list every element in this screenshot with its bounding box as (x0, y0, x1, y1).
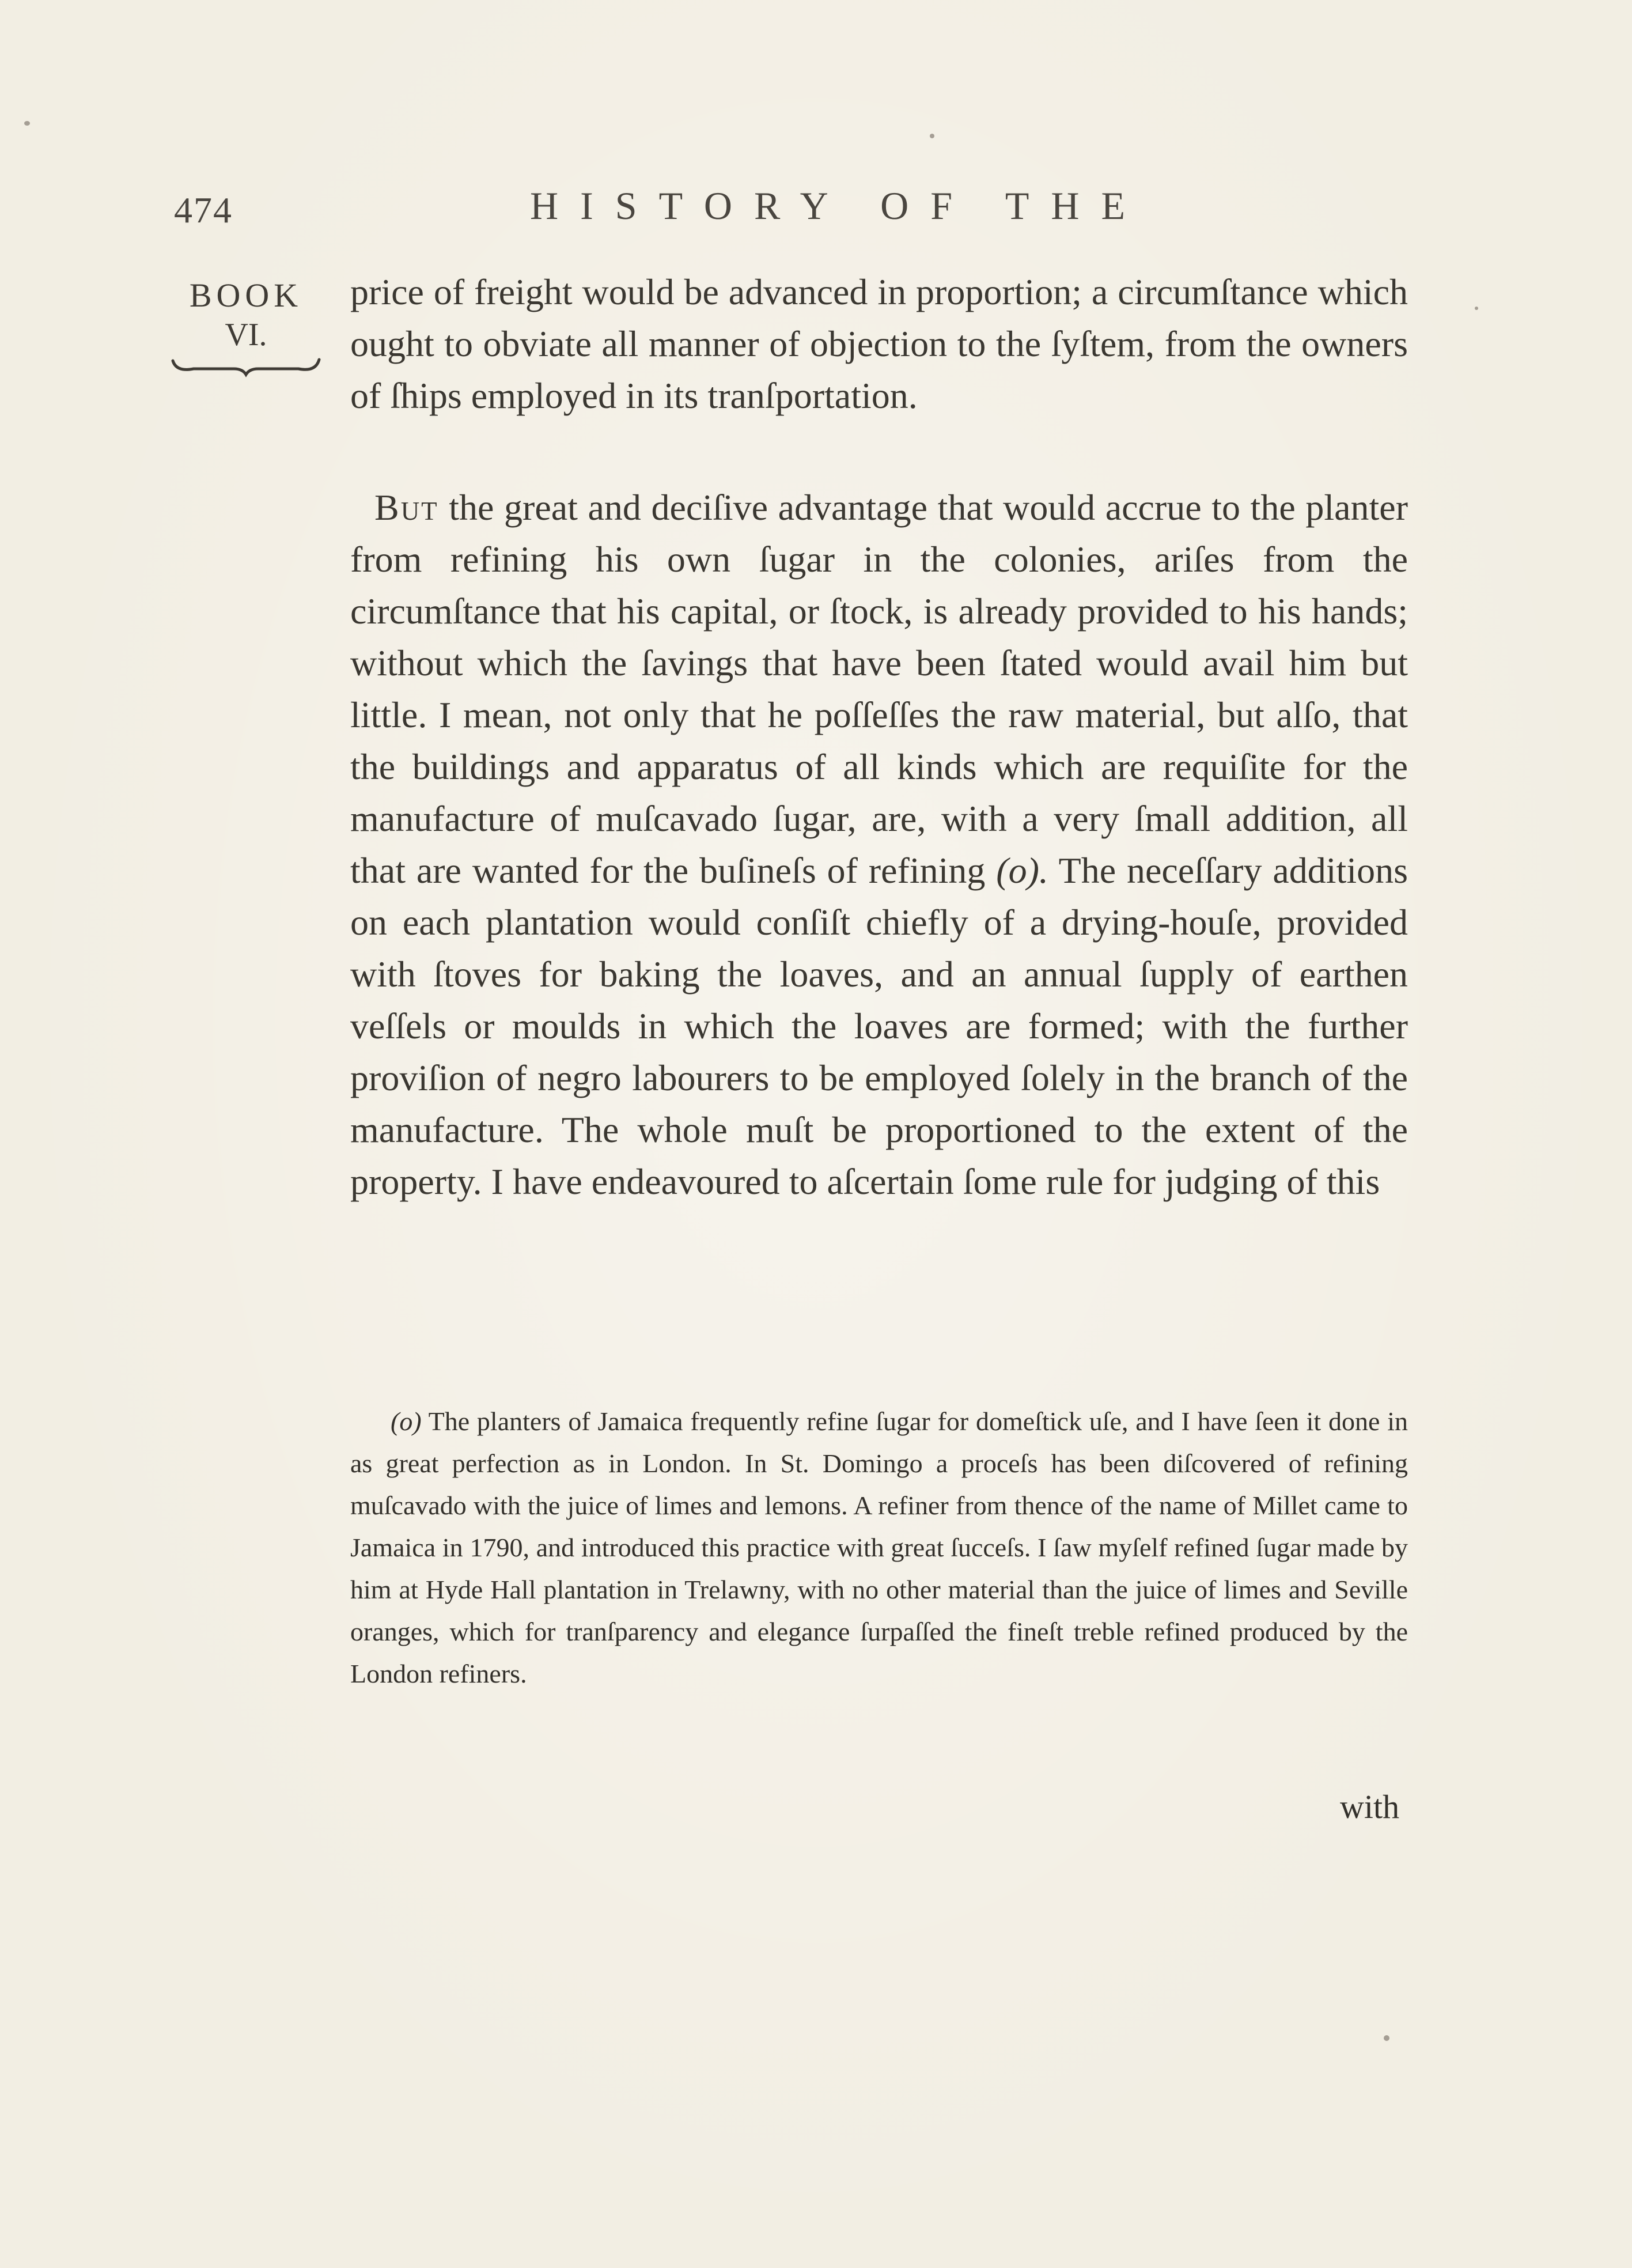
footnote-reference: (o). (996, 850, 1048, 891)
footnote-marker: (o) (391, 1407, 422, 1436)
paper-speck (24, 121, 30, 126)
page-number: 474 (174, 190, 233, 230)
margin-note (168, 275, 324, 378)
margin-brace-icon (171, 355, 321, 378)
footnote-body (350, 1400, 1408, 1695)
paper-speck (1475, 307, 1478, 310)
main-text (350, 266, 1408, 1208)
catchword: with (1340, 1788, 1400, 1825)
footnote (350, 1400, 1408, 1695)
book-label: BOOK (189, 277, 303, 314)
volume-label: VI. (225, 317, 267, 353)
paper-speck (930, 134, 934, 138)
paper-speck (1384, 2035, 1389, 2041)
paragraph-text: the great and deciſive advantage that would accrue to the planter from refining his own ſugar in the colonies, ariſes from the circumſtance that his capital, or ſtock, is already provided to his hands; without which the ſavings that have been ſtated would avail him but little. I mean, not only that he poſſeſſes the raw material, but alſo, that the buildings and apparatus of all kinds which are requiſite for the manufacture of muſcavado ſugar, are, with a very ſmall addition, all that are wanted for the buſineſs of refining (350, 487, 1408, 891)
paragraph-lead-word: But (374, 487, 439, 528)
footnote-text: The planters of Jamaica frequently refine ſugar for domeſtick uſe, and I have ſeen it done in as great perfection as in London. In St. Domingo a proceſs has been diſcovered of refining muſcavado with the juice of limes and lemons. A refiner from thence of the name of Millet came to Jamaica in 1790, and introduced this practice with great ſucceſs. I ſaw myſelf refined ſugar made by him at Hyde Hall plantation in Trelawny, with no other material than the juice of limes and Seville oranges, which for tranſparency and elegance ſurpaſſed the fineſt treble refined produced by the London refiners. (350, 1407, 1408, 1688)
paragraph (350, 482, 1408, 1208)
paragraph-continued: price of freight would be advanced in proportion; a circumſtance which ought to obviate all manner of objection to the ſyſtem, from the owners of ſhips employed in its tranſportation. (350, 271, 1408, 416)
paragraph-text-continued: The neceſſary additions on each plantation would conſiſt chiefly of a drying-houſe, provided with ſtoves for baking the loaves, and an annual ſupply of earthen veſſels or moulds in which the loaves are formed; with the further proviſion of negro labourers to be employed ſolely in the branch of the manufacture. The whole muſt be proportioned to the extent of the property. I have endeavoured to aſcertain ſome rule for judging of this (350, 850, 1408, 1202)
running-head: HISTORY OF THE (530, 184, 1148, 228)
